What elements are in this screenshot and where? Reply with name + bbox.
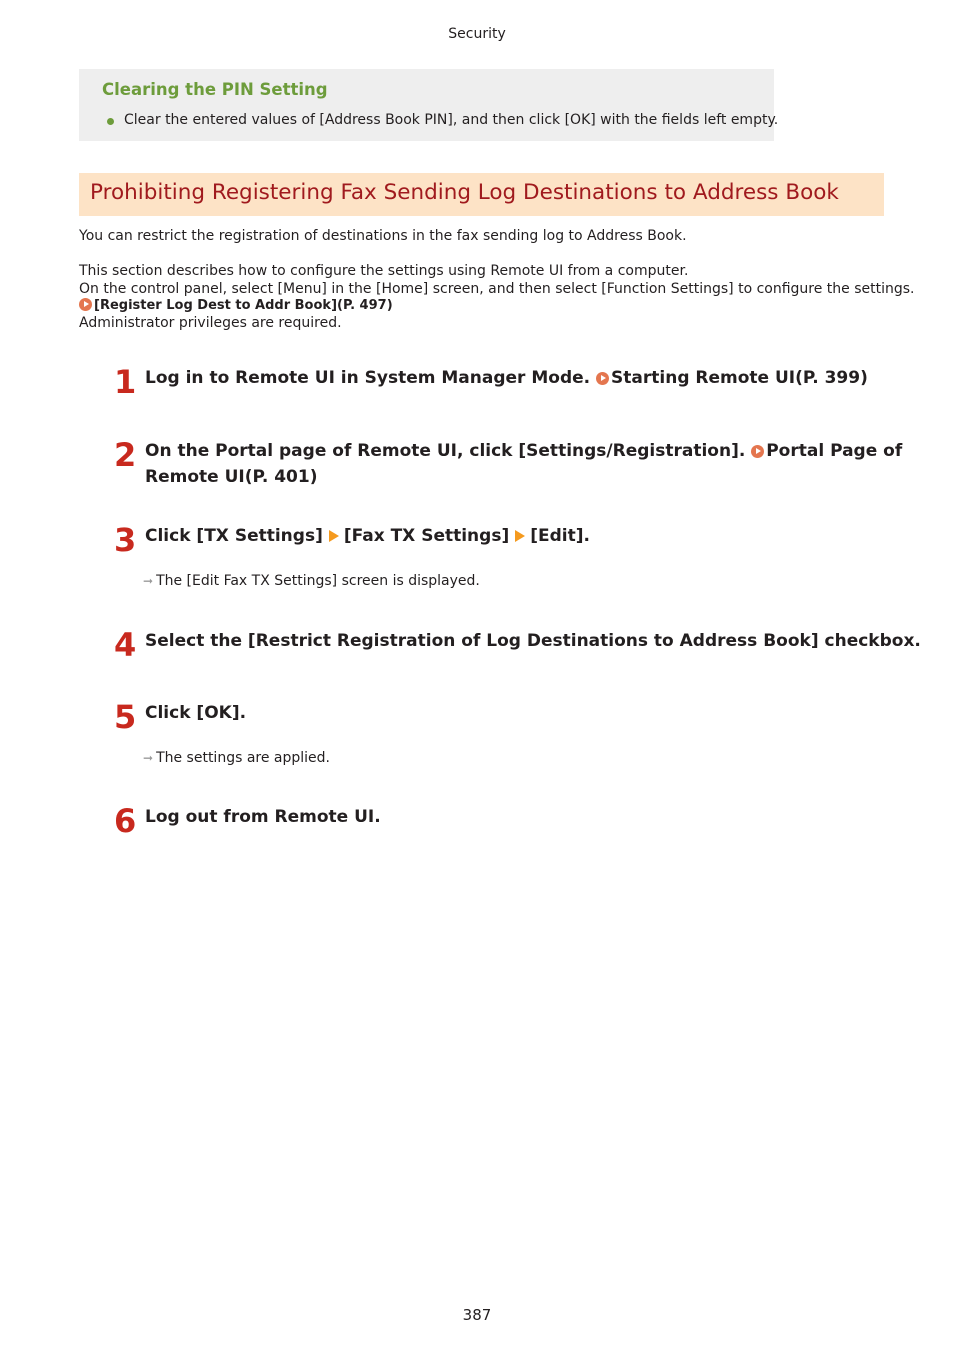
result-arrow-icon: ➞	[143, 574, 154, 588]
step-result: ➞ The settings are applied.	[143, 750, 331, 766]
step-text: Log in to Remote UI in System Manager Mode. Starting Remote UI(P. 399)	[145, 368, 868, 388]
running-header: Security	[448, 26, 506, 42]
section-description-line-2: On the control panel, select [Menu] in the [Home] screen, and then select [Function Settings] to configure the settings.	[79, 281, 915, 297]
step-result: ➞ The [Edit Fax TX Settings] screen is displayed.	[143, 573, 480, 589]
result-arrow-icon: ➞	[143, 751, 154, 765]
register-log-dest-link[interactable]: [Register Log Dest to Addr Book](P. 497)	[79, 298, 393, 313]
starting-remote-ui-link[interactable]: Starting Remote UI(P. 399)	[596, 368, 868, 388]
page-number: 387	[462, 1306, 492, 1324]
menu-path-arrow-icon	[329, 530, 339, 542]
pin-note-title: Clearing the PIN Setting	[102, 80, 328, 99]
step-number: 6	[114, 802, 137, 840]
step-text: Select the [Restrict Registration of Log Destinations to Address Book] checkbox.	[145, 631, 921, 651]
step-text: Click [OK].	[145, 703, 247, 723]
link-arrow-icon	[596, 372, 609, 385]
section-description-line-3: Administrator privileges are required.	[79, 315, 342, 331]
portal-page-link-continued[interactable]: Remote UI(P. 401)	[145, 467, 318, 487]
portal-page-link[interactable]: Portal Page of	[751, 441, 902, 461]
step-text: On the Portal page of Remote UI, click [Settings/Registration]. Portal Page of	[145, 441, 903, 461]
section-description-line-1: This section describes how to configure the settings using Remote UI from a computer.	[79, 263, 689, 279]
step-number: 5	[114, 698, 137, 736]
link-arrow-icon	[751, 445, 764, 458]
section-title: Prohibiting Registering Fax Sending Log Destinations to Address Book	[90, 180, 839, 205]
menu-path-arrow-icon	[515, 530, 525, 542]
step-text: Click [TX Settings] [Fax TX Settings] [Edit].	[145, 526, 590, 546]
link-arrow-icon	[79, 298, 92, 311]
step-number: 2	[114, 436, 137, 474]
bullet-icon	[107, 118, 114, 125]
step-text: Log out from Remote UI.	[145, 807, 381, 827]
section-intro: You can restrict the registration of destinations in the fax sending log to Address Book.	[79, 228, 687, 244]
pin-note-bullet-text: Clear the entered values of [Address Book PIN], and then click [OK] with the fields left empty.	[124, 112, 779, 128]
step-number: 4	[114, 626, 137, 664]
step-number: 3	[114, 521, 137, 559]
step-number: 1	[114, 363, 137, 401]
